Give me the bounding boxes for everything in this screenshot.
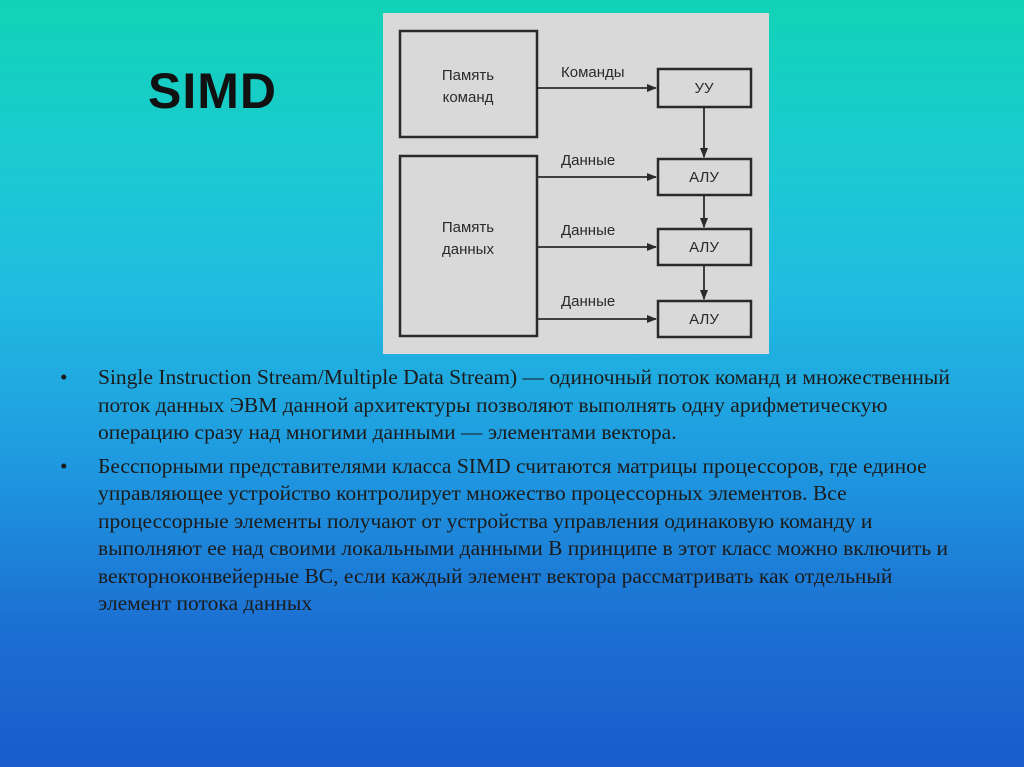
bullet-item-1 — [60, 364, 960, 447]
bullet-marker: • — [60, 453, 68, 478]
alu-label-3: АЛУ — [689, 311, 719, 328]
alu-label-2: АЛУ — [689, 239, 719, 256]
bullet-marker: • — [60, 365, 68, 389]
alu-label-1: АЛУ — [689, 169, 719, 186]
bullet-item-2 — [60, 453, 960, 618]
bullet-text: Бесспорными представителями класса SIMD считаются матрицы процессоров, где единое управляющее устройство контролирует множество процессорных элементов. Все процессорные элементы получают от устройства управления одинаковую команду и выполняют ее над своими локальными данными В принципе в этот класс можно включить и векторноконвейерные ВС, если каждый элемент вектора рассматривать как отдельный элемент потока данных — [98, 453, 949, 615]
data-arrow-label-2: Данные — [561, 222, 616, 239]
instruction-memory-label-line2: команд — [442, 89, 494, 106]
instruction-memory-box — [400, 31, 537, 137]
bullet-list — [60, 364, 960, 624]
control-unit-label: УУ — [694, 80, 714, 97]
simd-diagram-svg — [383, 13, 769, 354]
commands-arrow-label: Команды — [561, 64, 625, 81]
instruction-memory-label-line1: Память — [441, 67, 495, 84]
data-arrow-label-3: Данные — [561, 293, 616, 310]
bullet-text: Single Instruction Stream/Multiple Data Stream) — одиночный поток команд и множественный поток данных ЭВМ данной архитектуры позволяют выполнять одну арифметическую операцию сразу над многими данными — элементами вектора. — [98, 365, 950, 444]
data-arrow-label-1: Данные — [561, 152, 616, 169]
data-memory-label-line2: данных — [442, 241, 494, 258]
simd-diagram — [383, 13, 769, 354]
slide-title: SIMD — [148, 63, 277, 119]
data-memory-label-line1: Память — [441, 219, 495, 236]
